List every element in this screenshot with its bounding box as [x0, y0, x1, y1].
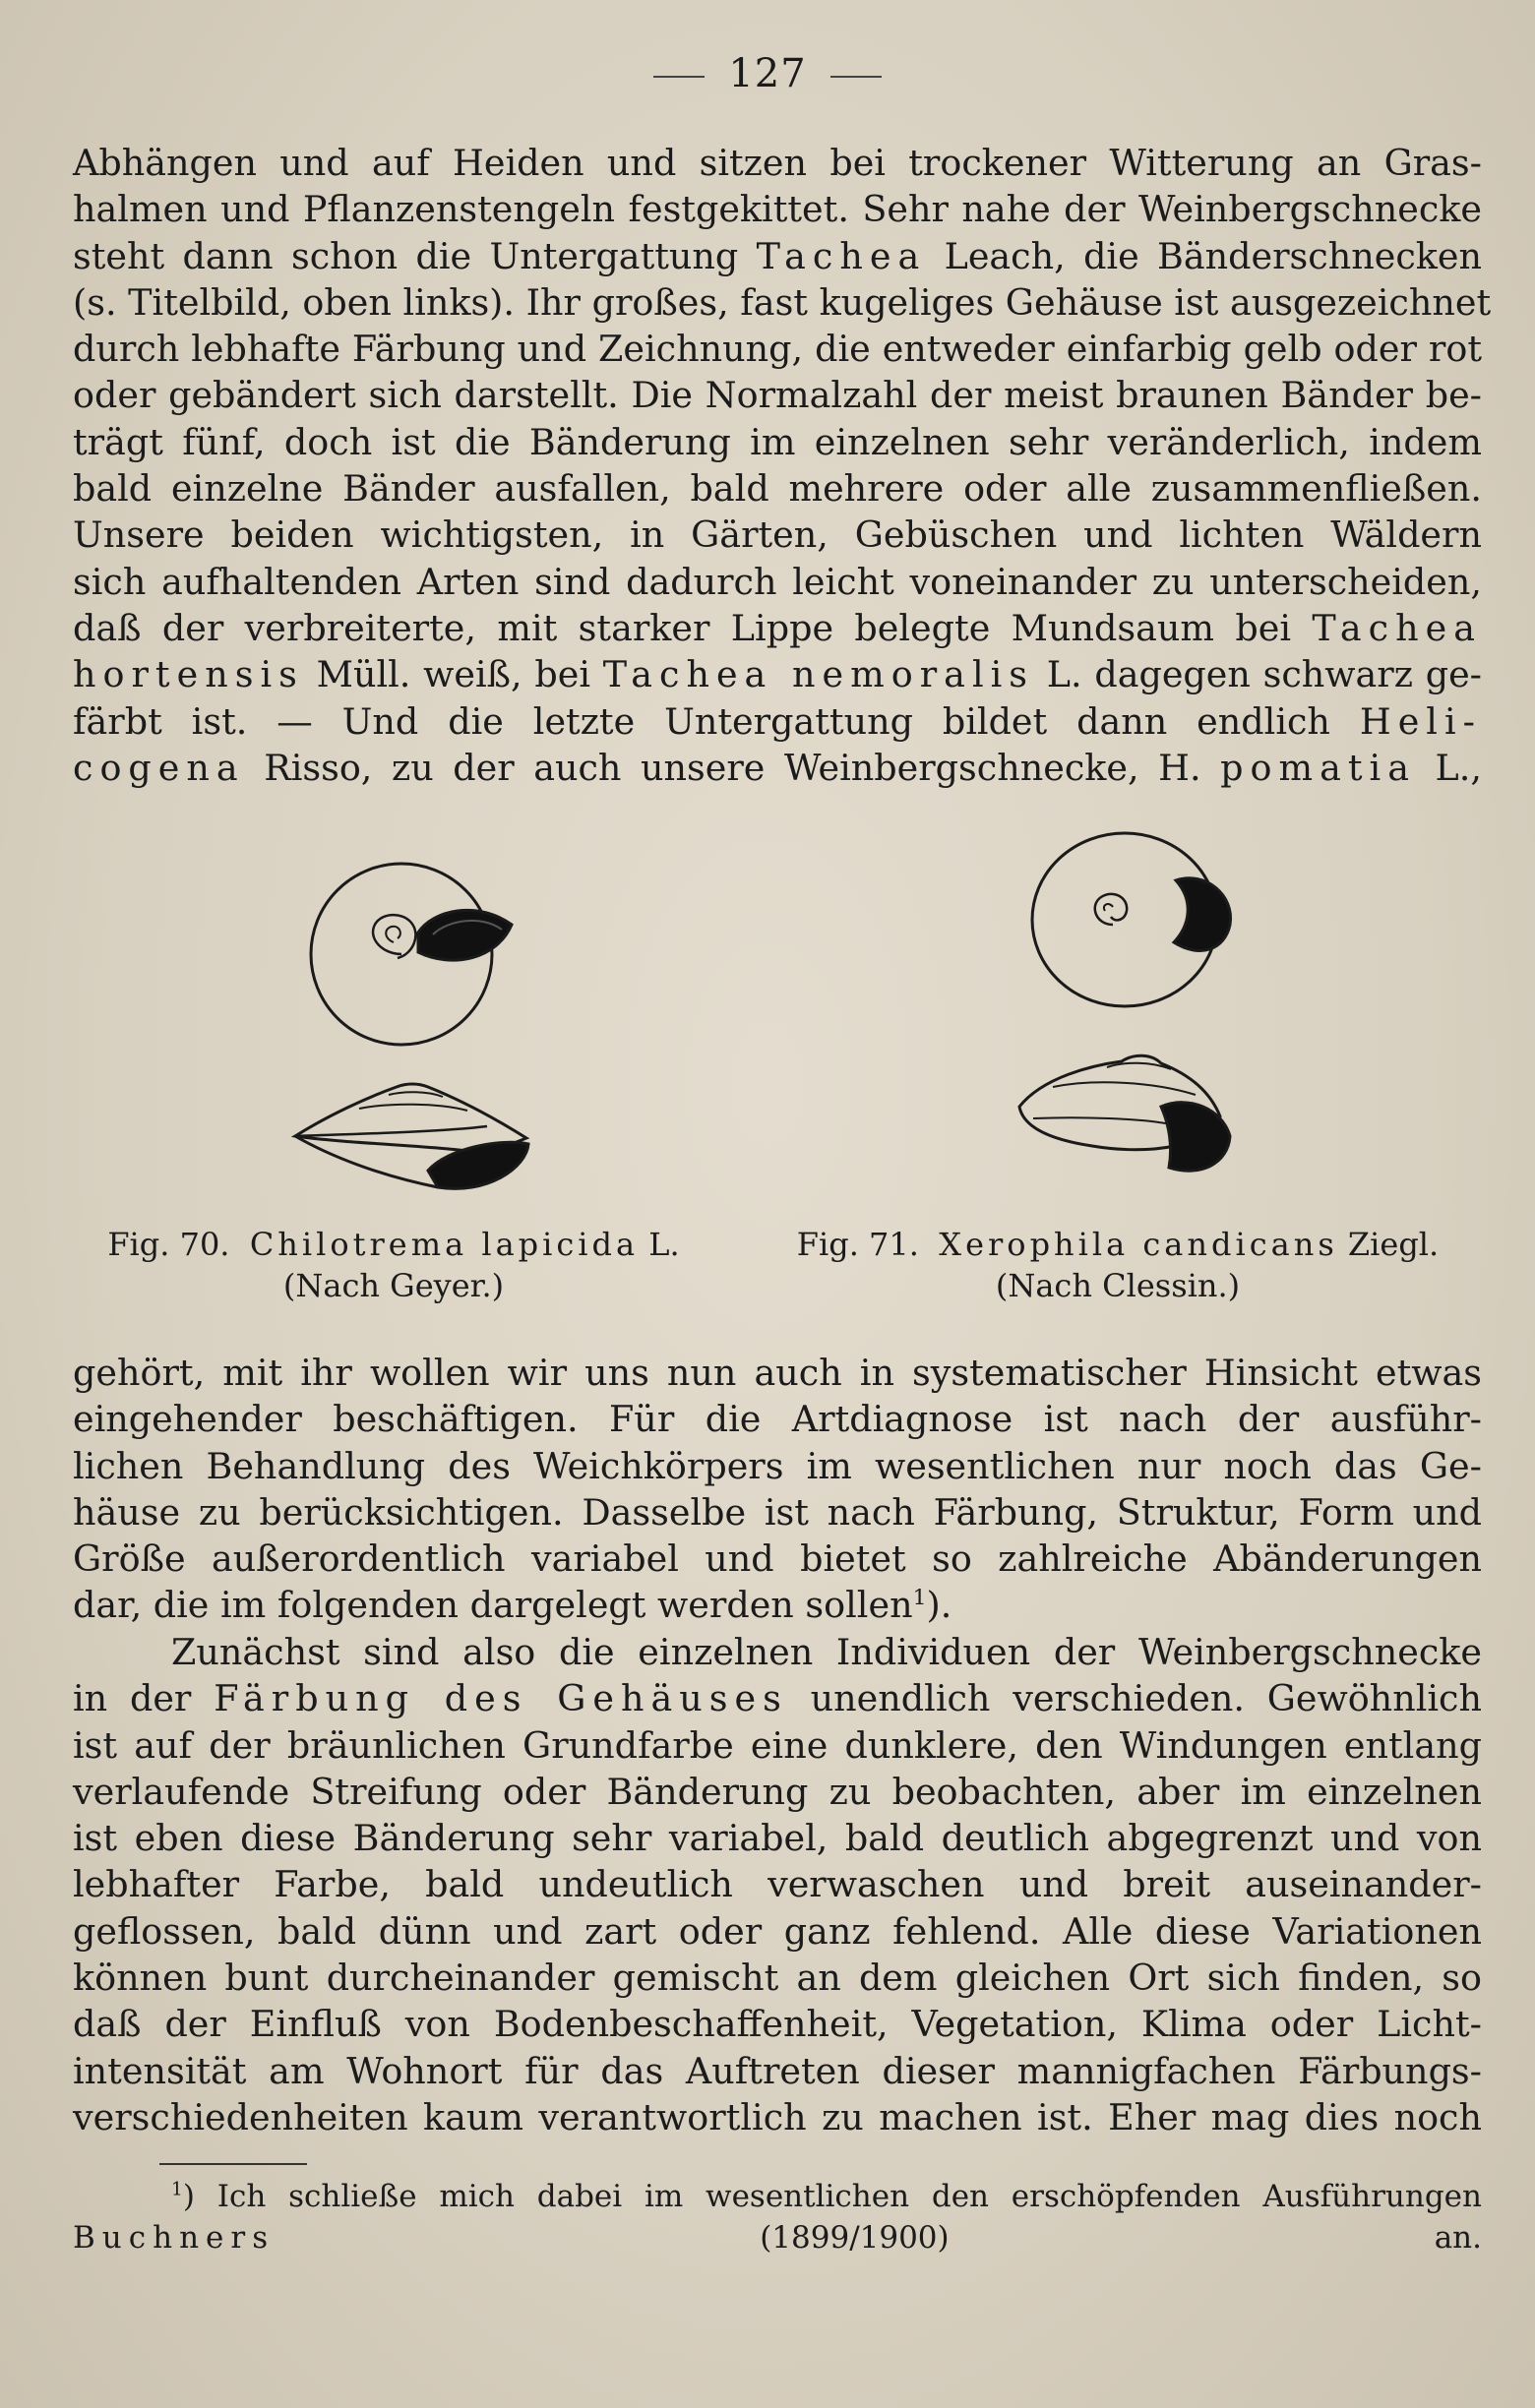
fig-71-caption-source: (Nach Clessin.) [995, 1267, 1241, 1304]
text-line: geflossen, bald dünn und zart oder ganz fehlend. Alle diese Variationen [73, 1909, 1482, 1953]
paragraph-2 [73, 1350, 1482, 1629]
fig-71-caption-title: Fig. 71. Xerophila candicans Ziegl. [796, 1226, 1440, 1263]
page-number-text: 127 [728, 51, 807, 96]
text-line: sich aufhaltenden Arten sind dadurch leicht voneinander zu unterscheiden, [73, 560, 1482, 603]
footnote-line: Buchners (1899/1900) an. [73, 2220, 1482, 2256]
text-line: durch lebhafte Färbung und Zeichnung, die entweder einfarbig gelb oder rot [73, 328, 1482, 371]
taxon-name: Tachea [1312, 606, 1482, 649]
text-line: verschiedenheiten kaum verantwortlich zu machen ist. Eher mag dies noch [73, 2095, 1482, 2138]
page-number [0, 51, 1535, 96]
text-line: ist auf der bräunlichen Grundfarbe eine dunklere, den Windungen entlang [73, 1723, 1482, 1767]
fig-70-shell-side-view [290, 1077, 536, 1205]
text-line: halmen und Pflanzenstengeln festgekittet. Sehr nahe der Weinbergschnecke [73, 188, 1482, 231]
text-line: Unsere beiden wichtigsten, in Gärten, Gebüschen und lichten Wäldern [73, 513, 1482, 557]
taxon-name: Tachea [756, 234, 927, 277]
paragraph-1 [73, 140, 1492, 791]
text-line: steht dann schon die Untergattung Tachea Leach, die Bänderschnecken [73, 234, 1482, 277]
fig-71-shell-top-view [1018, 826, 1245, 1023]
text-line: oder gebändert sich darstellt. Die Normalzahl der meist braunen Bänder be- [73, 374, 1482, 417]
text-line: ist eben diese Bänderung sehr variabel, bald deutlich abgegrenzt und von [73, 1817, 1482, 1860]
footnote-reference: 1 [912, 1586, 927, 1611]
footnote-line: $^1$) Ich schließe mich dabei im wesentlichen den erschöpfenden Ausführungen [171, 2179, 1482, 2214]
text-line: eingehender beschäftigen. Für die Artdiagnose ist nach der ausführ- [73, 1398, 1482, 1441]
author-name: Buchners [73, 2220, 276, 2256]
text-line: intensität am Wohnort für das Auftreten dieser mannigfachen Färbungs- [73, 2049, 1482, 2092]
taxon-name: pomatia [1220, 746, 1416, 789]
figures-area [0, 826, 1535, 1338]
fig-71-shell-side-view [1013, 1048, 1240, 1185]
text-line: Abhängen und auf Heiden und sitzen bei trockener Witterung an Gras- [73, 142, 1482, 184]
text-line: cogena Risso, zu der auch unsere Weinbergschnecke, H. pomatia L., [73, 746, 1482, 789]
taxon-name: Heli- [1359, 699, 1482, 743]
fig-70-caption-source: (Nach Geyer.) [282, 1267, 505, 1304]
text-line: verlaufende Streifung oder Bänderung zu beobachten, aber im einzelnen [73, 1770, 1482, 1813]
text-line: häuse zu berücksichtigen. Dasselbe ist nach Färbung, Struktur, Form und [73, 1490, 1482, 1534]
text-line: trägt fünf, doch ist die Bänderung im einzelnen sehr veränderlich, indem [73, 420, 1482, 463]
text-line: Größe außerordentlich variabel und bietet so zahlreiche Abänderungen [73, 1537, 1482, 1581]
footnote [73, 2176, 1482, 2258]
taxon-name: Tachea nemoralis [602, 653, 1035, 696]
text-line: hortensis Müll. weiß, bei Tachea nemoralis L. dagegen schwarz ge- [73, 653, 1483, 696]
taxon-name: cogena [73, 746, 245, 789]
text-line: in der Färbung des Gehäuses unendlich verschieden. Gewöhnlich [73, 1677, 1482, 1720]
fig-70-caption-title: Fig. 70. Chilotrema lapicida L. [107, 1226, 680, 1263]
text-line: (s. Titelbild, oben links). Ihr großes, fast kugeliges Gehäuse ist ausgezeichnet [73, 280, 1492, 324]
text-line: daß der Einfluß von Bodenbeschaffenheit, Vegetation, Klima oder Licht- [73, 2003, 1482, 2046]
paragraph-3 [73, 1629, 1482, 2140]
taxon-name: hortensis [73, 653, 304, 696]
text-line: lebhafter Farbe, bald undeutlich verwaschen und breit auseinander- [73, 1863, 1482, 1906]
fig-71-caption [773, 1224, 1462, 1306]
text-line: gehört, mit ihr wollen wir uns nun auch in systematischer Hinsicht etwas [73, 1352, 1482, 1394]
text-line: daß der verbreiterte, mit starker Lippe belegte Mundsaum bei Tachea [73, 606, 1482, 649]
fig-70-caption [89, 1224, 699, 1306]
emphasized-text: Färbung des Gehäuses [214, 1677, 788, 1720]
fig-70-shell-top-view [285, 856, 522, 1062]
page-number-dash-right [830, 76, 882, 78]
footnote-divider [159, 2163, 307, 2165]
text-line: färbt ist. — Und die letzte Untergattung bildet dann endlich Heli- [73, 699, 1482, 743]
page-number-dash-left [653, 76, 705, 78]
footnote-marker: 1 [171, 2179, 183, 2200]
text-line: bald einzelne Bänder ausfallen, bald mehrere oder alle zusammenfließen. [73, 467, 1482, 511]
text-line: lichen Behandlung des Weichkörpers im wesentlichen nur noch das Ge- [73, 1444, 1482, 1487]
text-line: können bunt durcheinander gemischt an dem gleichen Ort sich finden, so [73, 1956, 1482, 2000]
text-line: Zunächst sind also die einzelnen Individuen der Weinbergschnecke [171, 1631, 1482, 1673]
text-line: dar, die im folgenden dargelegt werden sollen$^1$). [73, 1584, 952, 1627]
